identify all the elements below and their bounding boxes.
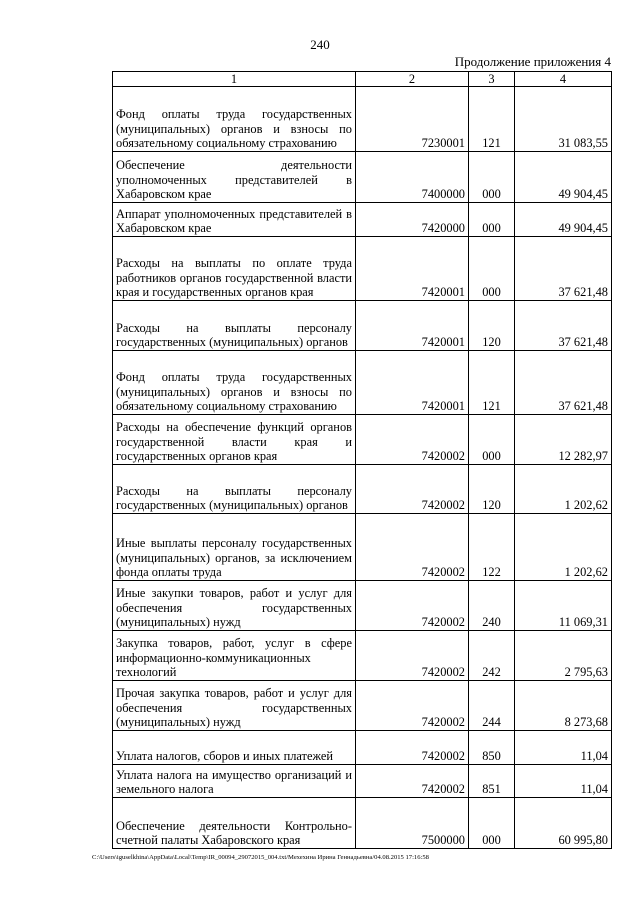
row-code: 7420002 [356, 631, 469, 681]
appendix-continuation-label: Продолжение приложения 4 [454, 54, 611, 69]
row-code: 7420002 [356, 731, 469, 765]
row-name: Фонд оплаты труда государственных (муниципальных) органов и взносы по обязательному социальному страхованию [113, 87, 356, 152]
table-row [113, 798, 612, 849]
row-code: 7420002 [356, 514, 469, 581]
row-name: Закупка товаров, работ, услуг в сфере информационно-коммуникационных технологий [113, 631, 356, 681]
row-code: 7420002 [356, 415, 469, 465]
row-amount: 1 202,62 [515, 465, 612, 514]
row-name: Обеспечение деятельности уполномоченных представителей в Хабаровском крае [113, 152, 356, 203]
row-amount: 11 069,31 [515, 581, 612, 631]
row-amount: 2 795,63 [515, 631, 612, 681]
row-amount: 37 621,48 [515, 351, 612, 415]
row-code: 7420000 [356, 203, 469, 237]
row-code: 7420002 [356, 765, 469, 798]
table-row [113, 237, 612, 301]
row-type: 240 [469, 581, 515, 631]
row-type: 000 [469, 237, 515, 301]
row-amount: 37 621,48 [515, 301, 612, 351]
row-code: 7230001 [356, 87, 469, 152]
budget-table [112, 71, 612, 849]
table-row [113, 765, 612, 798]
row-amount: 1 202,62 [515, 514, 612, 581]
table-row [113, 631, 612, 681]
row-amount: 60 995,80 [515, 798, 612, 849]
row-type: 120 [469, 465, 515, 514]
table-row [113, 152, 612, 203]
row-type: 851 [469, 765, 515, 798]
row-name: Фонд оплаты труда государственных (муниципальных) органов и взносы по обязательному социальному страхованию [113, 351, 356, 415]
row-type: 122 [469, 514, 515, 581]
row-code: 7420001 [356, 237, 469, 301]
row-code: 7420001 [356, 301, 469, 351]
row-type: 121 [469, 351, 515, 415]
table-row [113, 203, 612, 237]
file-path-footer: C:\Users\iguselkhina\AppData\Local\Temp\IR_00094_29072015_004.txt/Мехехина Ирина Геннадьевна/04.08.2015 17:16:58 [92, 854, 429, 861]
row-code: 7420002 [356, 465, 469, 514]
table-row [113, 681, 612, 731]
table-row [113, 415, 612, 465]
row-type: 120 [469, 301, 515, 351]
row-amount: 31 083,55 [515, 87, 612, 152]
row-amount: 8 273,68 [515, 681, 612, 731]
table-row [113, 351, 612, 415]
column-header-amount: 4 [515, 72, 612, 87]
row-name: Расходы на выплаты по оплате труда работников органов государственной власти края и государственных органов края [113, 237, 356, 301]
row-name: Уплата налога на имущество организаций и земельного налога [113, 765, 356, 798]
table-header-row [113, 72, 612, 87]
column-header-code: 2 [356, 72, 469, 87]
page-number: 240 [310, 37, 330, 52]
row-name: Расходы на обеспечение функций органов государственной власти края и государственных органов края [113, 415, 356, 465]
row-type: 850 [469, 731, 515, 765]
row-type: 000 [469, 415, 515, 465]
column-header-type: 3 [469, 72, 515, 87]
row-name: Иные закупки товаров, работ и услуг для обеспечения государственных (муниципальных) нужд [113, 581, 356, 631]
row-name: Расходы на выплаты персоналу государственных (муниципальных) органов [113, 465, 356, 514]
table-row [113, 731, 612, 765]
row-amount: 37 621,48 [515, 237, 612, 301]
row-type: 242 [469, 631, 515, 681]
row-type: 244 [469, 681, 515, 731]
row-amount: 49 904,45 [515, 203, 612, 237]
row-amount: 49 904,45 [515, 152, 612, 203]
row-name: Расходы на выплаты персоналу государственных (муниципальных) органов [113, 301, 356, 351]
row-code: 7400000 [356, 152, 469, 203]
row-name: Прочая закупка товаров, работ и услуг для обеспечения государственных (муниципальных) нужд [113, 681, 356, 731]
row-code: 7420002 [356, 681, 469, 731]
row-type: 000 [469, 152, 515, 203]
table-row [113, 87, 612, 152]
column-header-name: 1 [113, 72, 356, 87]
table-row [113, 465, 612, 514]
table-row [113, 514, 612, 581]
row-code: 7500000 [356, 798, 469, 849]
row-amount: 11,04 [515, 731, 612, 765]
table-row [113, 301, 612, 351]
row-type: 000 [469, 203, 515, 237]
row-type: 121 [469, 87, 515, 152]
row-amount: 11,04 [515, 765, 612, 798]
row-amount: 12 282,97 [515, 415, 612, 465]
row-code: 7420002 [356, 581, 469, 631]
row-name: Уплата налогов, сборов и иных платежей [113, 731, 356, 765]
row-name: Аппарат уполномоченных представителей в Хабаровском крае [113, 203, 356, 237]
row-code: 7420001 [356, 351, 469, 415]
table-row [113, 581, 612, 631]
row-name: Иные выплаты персоналу государственных (муниципальных) органов, за исключением фонда оплаты труда [113, 514, 356, 581]
row-name: Обеспечение деятельности Контрольно-счетной палаты Хабаровского края [113, 798, 356, 849]
row-type: 000 [469, 798, 515, 849]
